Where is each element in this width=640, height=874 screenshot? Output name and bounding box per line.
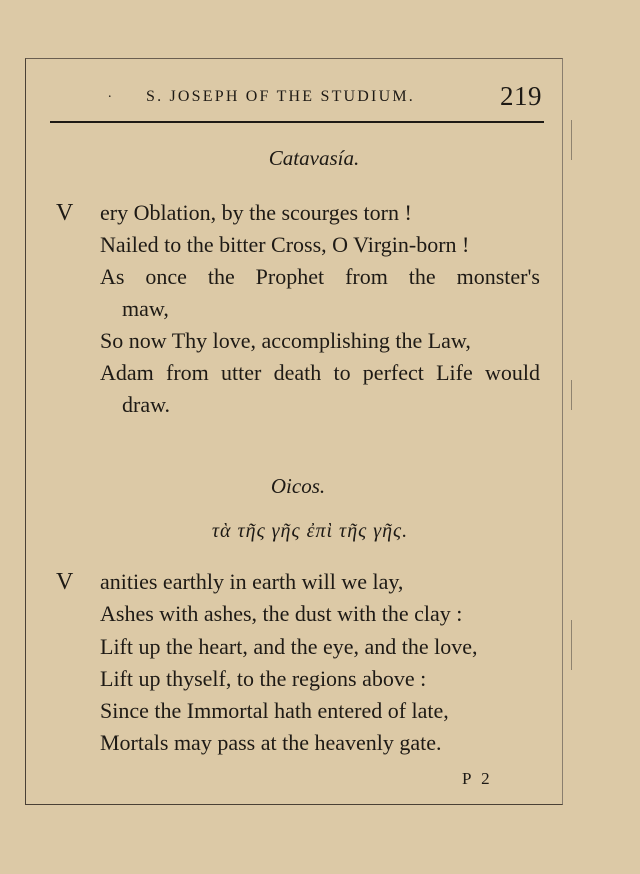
verse-line: Ashes with ashes, the dust with the clay : <box>100 601 463 626</box>
header-dot: . <box>108 86 112 101</box>
verse-line: anities earthly in earth will we lay, <box>100 569 404 594</box>
verse-line: ery Oblation, by the scourges torn ! <box>100 200 412 225</box>
verse-line-turnover: draw. <box>122 392 171 417</box>
page-edge-mark <box>571 380 572 410</box>
drop-initial-catavasia: V <box>56 200 74 226</box>
verse-line: So now Thy love, accomplishing the Law, <box>100 328 471 353</box>
verse-line: Lift up the heart, and the eye, and the love, <box>100 634 478 659</box>
verse-line: Nailed to the bitter Cross, O Virgin-born ! <box>100 232 470 257</box>
signature-mark: P 2 <box>462 769 493 788</box>
page-edge-mark <box>571 120 572 160</box>
greek-epigraph: τὰ τῆς γῆς ἐπὶ τῆς γῆς. <box>211 520 409 542</box>
drop-initial-oicos: V <box>56 569 74 595</box>
verse-line: Adam from utter death to perfect Life would <box>100 360 540 385</box>
page-header <box>100 81 542 116</box>
verse-line: As once the Prophet from the monster's <box>100 264 540 289</box>
verse-line: Lift up thyself, to the regions above : <box>100 666 427 691</box>
verse-line: Mortals may pass at the heavenly gate. <box>100 730 442 755</box>
section-heading-catavasia: Catavasía. <box>268 146 360 170</box>
page-number: 219 <box>500 81 542 111</box>
verse-line-turnover: maw, <box>122 296 169 321</box>
header-rule <box>50 121 544 123</box>
section-heading-oicos: Oicos. <box>270 474 326 498</box>
page-edge-mark <box>571 620 572 670</box>
verse-line: Since the Immortal hath entered of late, <box>100 698 449 723</box>
running-head: S. JOSEPH OF THE STUDIUM. <box>146 88 415 105</box>
